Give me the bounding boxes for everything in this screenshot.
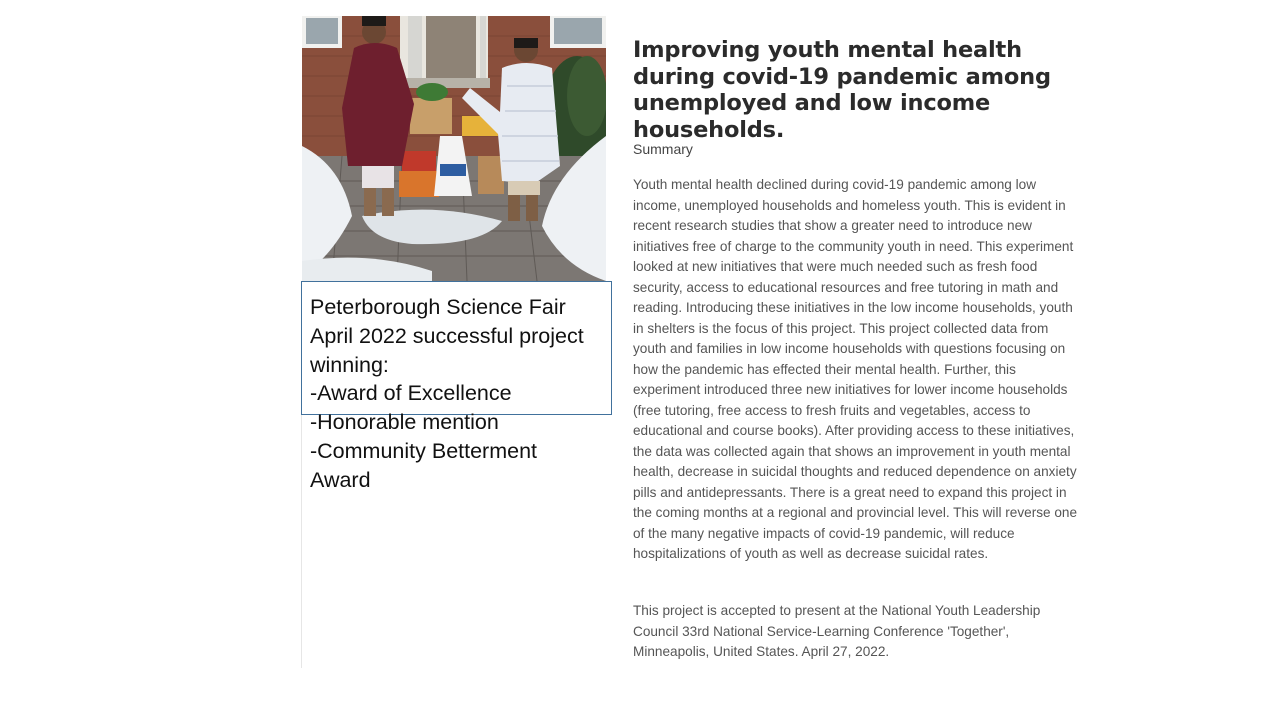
award-line: -Community Betterment [310, 438, 538, 463]
summary-paragraph: Youth mental health declined during covid-19 pandemic among low income, unemployed households and homeless youth. This is evident in recent research studies that show a greater need to introduce new initiatives free of charge to the community youth in need. This experiment looked at new initiatives that were much needed such as fresh food security, access to educational resources and free tutoring in math and reading. Introducing these initiatives in the low income households, youth in shelters is the focus of this project. This project collected data from youth and families in low income households with questions focusing on how the pandemic has effected their mental health. Further, this experiment introduced three new initiatives for lower income households (free tutoring, free access to fresh fruits and vegetables, access to educational and course books). After providing access to these initiatives, the data was collected again that shows an improvement in youth mental health, decrease in suicidal thoughts and reduced dependence on anxiety pills and antidepressants. There is a great need to expand this project in the coming months at a regional and provincial level. This will reverse one of the many negative impacts of covid-19 pandemic, will reduce hospitalizations of youth as well as decrease suicidal rates. [633, 177, 1078, 561]
award-line: -Honorable mention [310, 410, 499, 435]
conference-paragraph: This project is accepted to present at the National Youth Leadership Council 33rd National Service-Learning Conference 'Together', Minneapolis, United States. April 27, 2022. [633, 603, 1041, 659]
conference-note [633, 601, 1083, 663]
award-text [310, 293, 610, 495]
award-line: winning: [310, 352, 389, 377]
summary-label: Summary [633, 141, 693, 157]
award-line: -Award of Excellence [310, 381, 512, 406]
article-title: Improving youth mental health during covid-19 pandemic among unemployed and low income households. [633, 37, 1051, 143]
project-photo [302, 16, 606, 281]
award-line: Award [310, 467, 371, 492]
summary-body [633, 175, 1083, 565]
award-line: April 2022 successful project [310, 323, 584, 348]
award-line: Peterborough Science Fair [310, 295, 566, 319]
